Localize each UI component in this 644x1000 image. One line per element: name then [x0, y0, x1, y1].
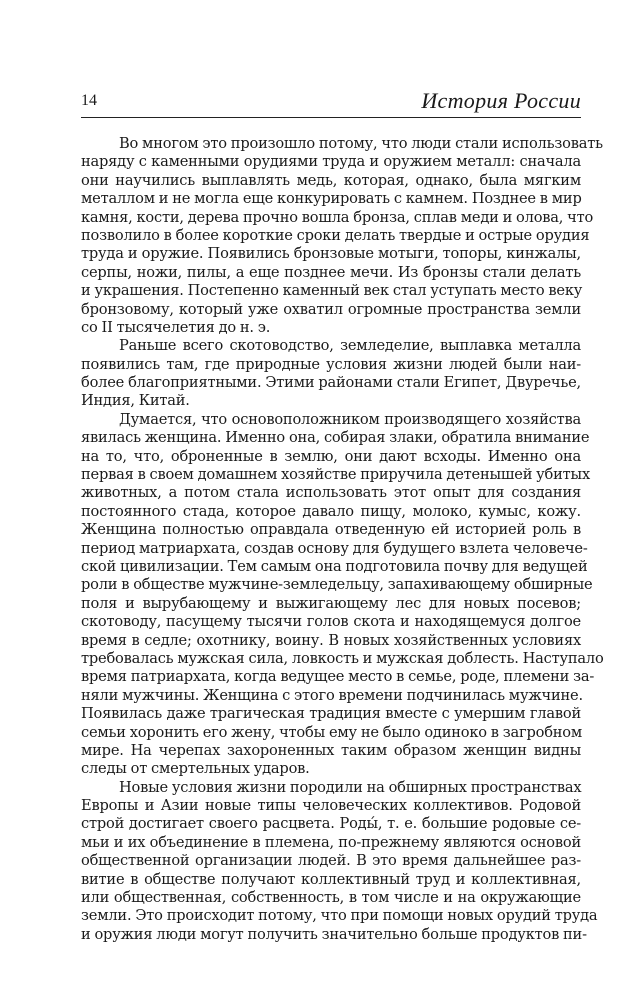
text-line: строй достигает своего расцвета. Роды́, т. е. большие родовые се-	[81, 815, 581, 833]
text-line: бронзовому, который уже охватил огромные пространства земли	[81, 300, 581, 318]
text-line: Во многом это произошло потому, что люди стали использовать	[119, 135, 603, 152]
text-line: няли мужчины. Женщина с этого времени подчинилась мужчине.	[81, 686, 583, 704]
text-line: на то, что, оброненные в землю, они дают всходы. Именно она	[81, 447, 581, 465]
text-line: наряду с каменными орудиями труда и оружием металл: сначала	[81, 153, 581, 171]
text-line: и украшения. Постепенно каменный век стал уступать место веку	[81, 282, 583, 300]
text-line: ской цивилизации. Тем самым она подготовила почву для ведущей	[81, 557, 588, 575]
paragraph-4	[81, 778, 598, 945]
running-title: История России	[421, 88, 581, 113]
text-line: Думается, что основоположником производящего хозяйства	[119, 410, 581, 428]
text-line: явилась женщина. Именно она, собирая злаки, обратила внимание	[81, 429, 590, 447]
text-line: мире. На черепах захороненных таким образом женщин видны	[81, 741, 581, 759]
text-line: мьи и их объединение в племена, по-прежнему являются основой	[81, 833, 581, 851]
text-line: требовалась мужская сила, ловкость и мужская доблесть. Наступало	[81, 649, 604, 667]
text-line: более благоприятными. Этими районами стали Египет, Двуречье,	[81, 374, 581, 392]
body-text	[81, 135, 604, 944]
text-line: серпы, ножи, пилы, а еще позднее мечи. Из бронзы стали делать	[81, 263, 581, 281]
text-line: время в седле; охотнику, воину. В новых хозяйственных условиях	[81, 631, 581, 649]
text-line: и оружия люди могут получить значительно больше продуктов пи-	[81, 925, 587, 943]
text-line: Женщина полностью оправдала отведенную ей историей роль в	[81, 521, 581, 539]
text-line: роли в обществе мужчине-земледельцу, запахивающему обширные	[81, 576, 593, 594]
text-line: семьи хоронить его жену, чтобы ему не было одиноко в загробном	[81, 723, 583, 741]
text-line: Раньше всего скотоводство, земледелие, выплавка металла	[119, 337, 581, 355]
text-line: животных, а потом стала использовать этот опыт для создания	[81, 484, 581, 502]
text-line: постоянного стада, которое давало пищу, молоко, кумыс, кожу.	[81, 502, 581, 520]
text-line: Индия, Китай.	[81, 392, 190, 410]
paragraph-2	[81, 337, 581, 411]
text-line: или общественная, собственность, в том числе и на окружающие	[81, 889, 581, 907]
text-line: они научились выплавлять медь, которая, однако, была мягким	[81, 171, 581, 189]
text-line: Европы и Азии новые типы человеческих коллективов. Родовой	[81, 797, 581, 815]
text-line: период матриархата, создав основу для будущего взлета человече-	[81, 539, 588, 557]
text-line: витие в обществе получают коллективный труд и коллективная,	[81, 870, 581, 888]
text-line: земли. Это происходит потому, что при помощи новых орудий труда	[81, 907, 598, 925]
text-line: поля и вырубающему и выжигающему лес для новых посевов;	[81, 594, 581, 612]
text-line: металлом и не могла еще конкурировать с камнем. Позднее в мир	[81, 190, 582, 208]
text-line: труда и оружие. Появились бронзовые мотыги, топоры, кинжалы,	[81, 245, 581, 263]
text-line: первая в своем домашнем хозяйстве приручила детенышей убитых	[81, 466, 590, 484]
page-header	[81, 84, 581, 118]
text-line: со II тысячелетия до н. э.	[81, 318, 271, 336]
text-line: позволило в более короткие сроки делать твердые и острые орудия	[81, 226, 590, 244]
text-line: скотоводу, пасущему тысячи голов скота и находящемуся долгое	[81, 613, 581, 631]
text-line: камня, кости, дерева прочно вошла бронза, сплав меди и олова, что	[81, 208, 594, 226]
text-line: следы от смертельных ударов.	[81, 760, 310, 778]
text-line: Появилась даже трагическая традиция вместе с умершим главой	[81, 705, 581, 723]
paragraph-1	[81, 135, 603, 337]
text-line: появились там, где природные условия жизни людей были наи-	[81, 355, 581, 373]
text-line: время патриархата, когда ведущее место в семье, роде, племени за-	[81, 668, 595, 686]
page-number: 14	[81, 92, 97, 109]
text-line: общественной организации людей. В это время дальнейшее раз-	[81, 852, 581, 870]
paragraph-3	[81, 410, 604, 779]
text-line: Новые условия жизни породили на обширных пространствах	[119, 778, 582, 796]
